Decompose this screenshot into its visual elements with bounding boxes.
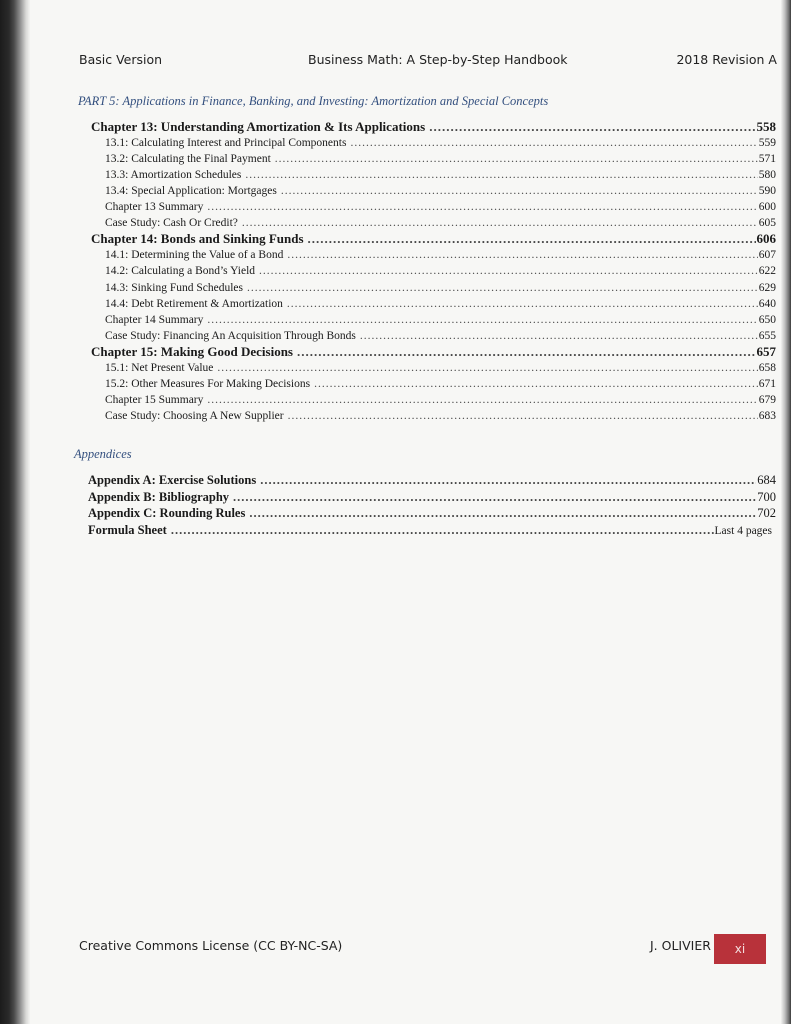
page-number-tab: xi	[714, 934, 766, 964]
toc-entry-label: 14.2: Calculating a Bond’s Yield	[105, 265, 256, 278]
toc-page-number: 679	[758, 393, 776, 406]
appendix-page-number: 702	[757, 506, 776, 520]
toc-entry-label: 14.4: Debt Retirement & Amortization	[105, 297, 283, 310]
dot-leader	[260, 472, 756, 488]
toc-entry-label: Chapter 14: Bonds and Sinking Funds	[91, 231, 304, 247]
dot-leader	[171, 522, 714, 538]
toc-entry-label: 13.3: Amortization Schedules	[105, 169, 242, 182]
appendix-label: Appendix A: Exercise Solutions	[88, 473, 257, 487]
toc-page-number: 671	[758, 377, 776, 390]
toc-page-number: 558	[756, 119, 776, 134]
header-book-title: Business Math: A Step-by-Step Handbook	[308, 52, 568, 67]
appendix-label: Appendix C: Rounding Rules	[88, 506, 246, 520]
toc-page-number: 559	[758, 137, 776, 150]
toc-page-number: 640	[758, 297, 776, 310]
appendix-page-number: 700	[757, 489, 776, 504]
toc-entry-label: 15.2: Other Measures For Making Decisions	[105, 377, 311, 390]
toc-page-number: 607	[758, 249, 776, 262]
toc-entry-label: 15.1: Net Present Value	[105, 361, 214, 374]
toc-entry-label: Chapter 13: Understanding Amortization & Its Applications	[91, 119, 426, 134]
footer-author: J. OLIVIER	[650, 938, 711, 953]
toc-page-number: 650	[758, 313, 776, 326]
toc-page-number: 622	[758, 265, 776, 278]
appendix-row	[88, 505, 776, 521]
appendix-label: Appendix B: Bibliography	[88, 489, 230, 504]
toc-page-number: 629	[758, 281, 776, 294]
toc-page-number: 658	[758, 361, 776, 374]
toc-page-number: 600	[758, 201, 776, 214]
dot-leader	[249, 505, 756, 521]
toc-entry-label: Chapter 13 Summary	[105, 201, 204, 214]
toc-entry-label: 13.1: Calculating Interest and Principal Components	[105, 137, 347, 150]
appendices-heading: Appendices	[74, 447, 132, 461]
dot-leader	[233, 489, 756, 505]
toc-page-number: 590	[758, 185, 776, 198]
toc-page-number: 580	[758, 169, 776, 182]
toc-page-number: 683	[758, 409, 776, 422]
toc-entry-label: Case Study: Choosing A New Supplier	[105, 409, 284, 422]
toc-entry-label: 13.4: Special Application: Mortgages	[105, 185, 277, 198]
header-edition: Basic Version	[79, 52, 163, 67]
appendix-row	[88, 472, 776, 488]
toc-page-number: 571	[758, 153, 776, 166]
toc-entry-label: Chapter 14 Summary	[105, 313, 204, 326]
toc-page-number: 657	[756, 343, 776, 359]
toc-page-number: 655	[758, 329, 776, 342]
toc-entry-label: Case Study: Financing An Acquisition Through Bonds	[105, 329, 356, 342]
toc-entry-label: Chapter 15: Making Good Decisions	[91, 343, 293, 359]
appendix-row	[88, 489, 776, 505]
toc-entry-label: 13.2: Calculating the Final Payment	[105, 153, 271, 166]
header-revision: 2018 Revision A	[676, 52, 777, 67]
appendix-label: Formula Sheet	[88, 522, 167, 537]
toc-entry-label: Chapter 15 Summary	[105, 393, 204, 406]
appendix-page-number: Last 4 pages	[714, 524, 772, 537]
appendix-page-number: 684	[757, 473, 776, 487]
toc-entry-label: 14.3: Sinking Fund Schedules	[105, 281, 244, 294]
toc-entry-label: Case Study: Cash Or Credit?	[105, 217, 238, 230]
part-title: PART 5: Applications in Finance, Banking, and Investing: Amortization and Special Concepts	[78, 94, 549, 108]
appendix-row	[88, 522, 772, 538]
toc-page-number: 606	[756, 231, 776, 247]
toc-entry-label: 14.1: Determining the Value of a Bond	[105, 249, 284, 262]
footer-license: Creative Commons License (CC BY-NC-SA)	[79, 938, 343, 953]
toc-page-number: 605	[758, 217, 776, 230]
